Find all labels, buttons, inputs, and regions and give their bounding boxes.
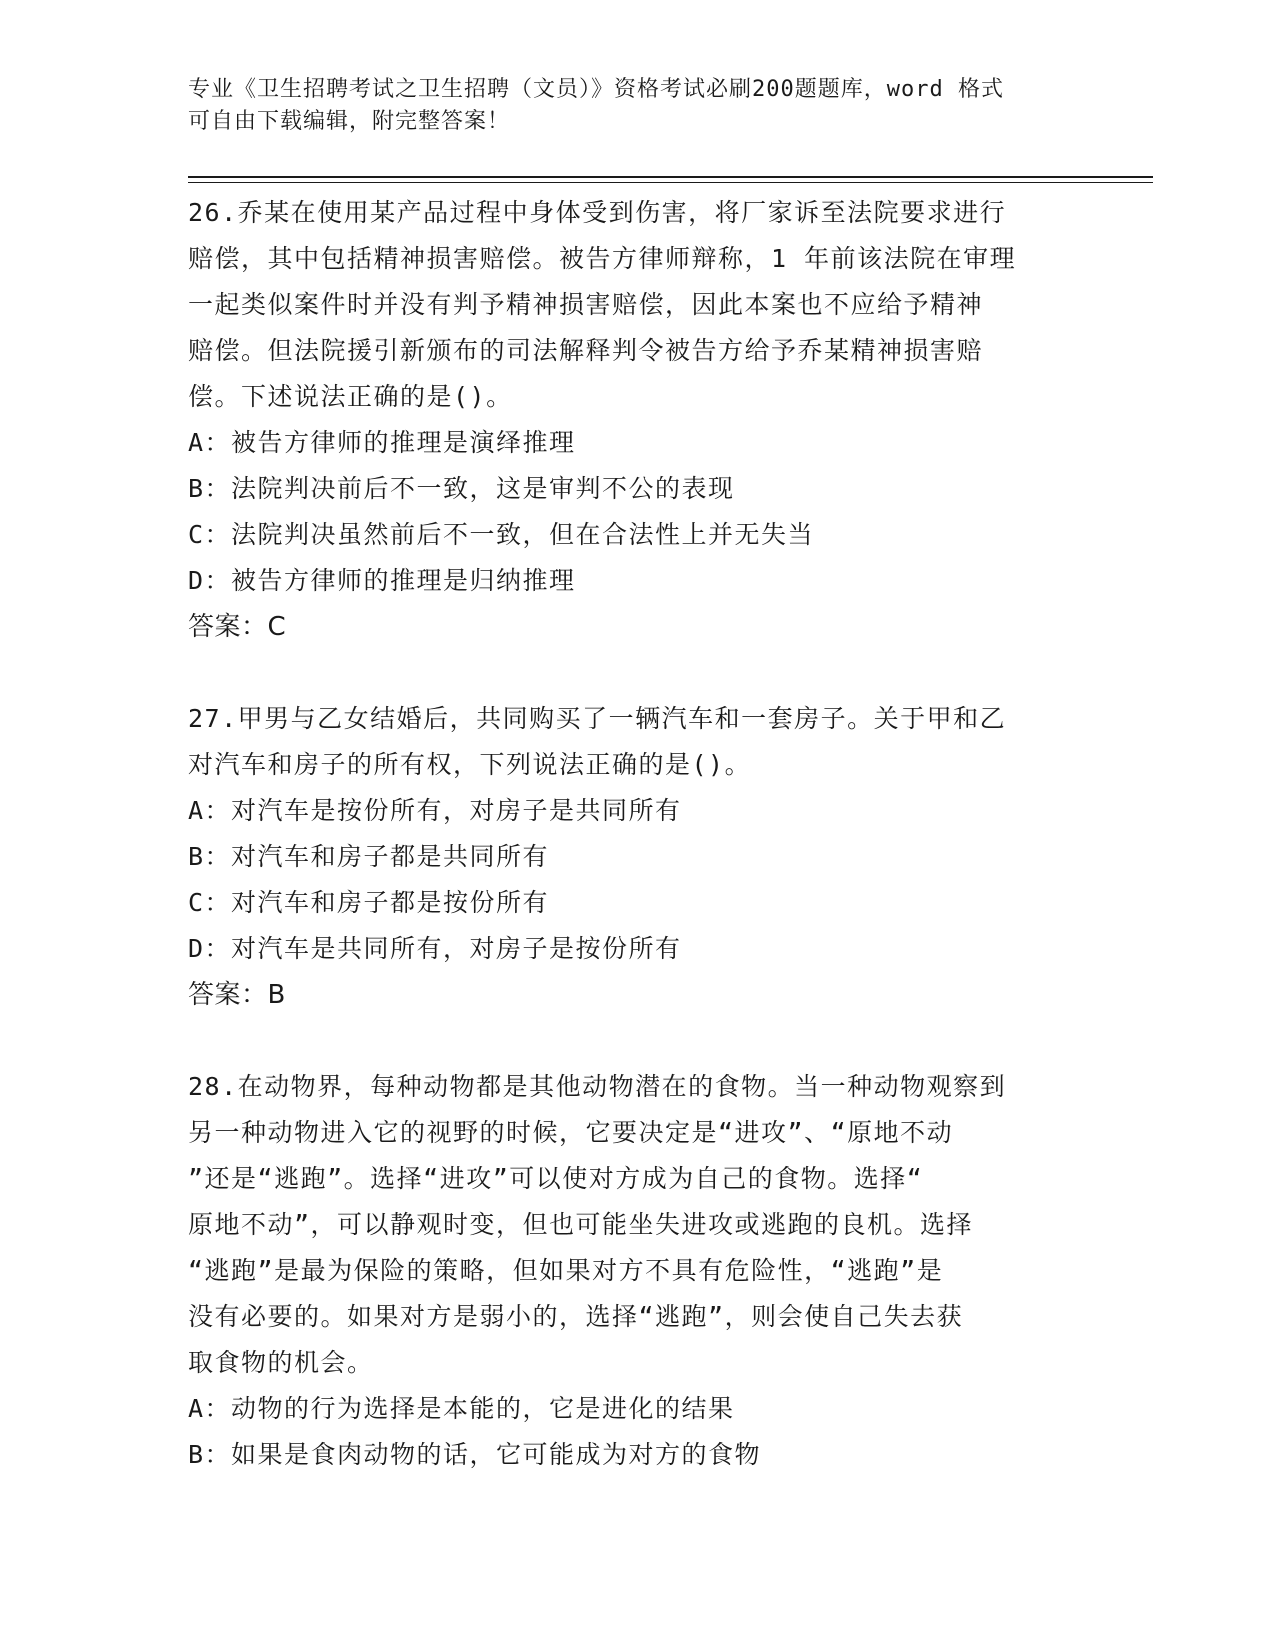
option-c: C：对汽车和房子都是按份所有 [188, 888, 550, 917]
question-stem-line: 赔偿，其中包括精神损害赔偿。被告方律师辩称，1 年前该法院在审理 [188, 244, 1017, 273]
header-divider-thin [188, 182, 1153, 183]
question-stem-line: 原地不动”，可以静观时变，但也可能坐失进攻或逃跑的良机。选择 [188, 1210, 974, 1239]
option-a: A：被告方律师的推理是演绎推理 [188, 428, 576, 457]
question-27 [188, 696, 1088, 1018]
option-d: D：被告方律师的推理是归纳推理 [188, 566, 576, 595]
header-divider-thick [188, 176, 1153, 178]
question-stem-line: 赔偿。但法院援引新颁布的司法解释判令被告方给予乔某精神损害赔 [188, 336, 984, 365]
question-stem-line: 没有必要的。如果对方是弱小的，选择“逃跑”，则会使自己失去获 [188, 1302, 964, 1331]
option-a: A：动物的行为选择是本能的，它是进化的结果 [188, 1394, 735, 1423]
question-stem-line: 一起类似案件时并没有判予精神损害赔偿，因此本案也不应给予精神 [188, 290, 984, 319]
option-b: B：对汽车和房子都是共同所有 [188, 842, 550, 871]
option-b: B：如果是食肉动物的话，它可能成为对方的食物 [188, 1440, 762, 1469]
document-header [188, 74, 1068, 138]
question-stem-line: 取食物的机会。 [188, 1348, 374, 1377]
option-b: B：法院判决前后不一致，这是审判不公的表现 [188, 474, 735, 503]
question-stem-line: 28.在动物界，每种动物都是其他动物潜在的食物。当一种动物观察到 [188, 1072, 1007, 1101]
question-stem-line: 另一种动物进入它的视野的时候，它要决定是“进攻”、“原地不动 [188, 1118, 954, 1147]
question-stem-line: “逃跑”是最为保险的策略，但如果对方不具有危险性，“逃跑”是 [188, 1256, 944, 1285]
question-stem-line: 26.乔某在使用某产品过程中身体受到伤害，将厂家诉至法院要求进行 [188, 198, 1007, 227]
question-stem-line: 对汽车和房子的所有权，下列说法正确的是()。 [188, 750, 752, 779]
option-d: D：对汽车是共同所有，对房子是按份所有 [188, 934, 682, 963]
header-title-line-1: 专业《卫生招聘考试之卫生招聘（文员）》资格考试必刷200题题库，word 格式 [188, 77, 1004, 102]
answer-label: 答案：B [188, 980, 286, 1010]
answer-label: 答案：C [188, 612, 287, 642]
question-stem-line: 27.甲男与乙女结婚后，共同购买了一辆汽车和一套房子。关于甲和乙 [188, 704, 1007, 733]
option-c: C：法院判决虽然前后不一致，但在合法性上并无失当 [188, 520, 815, 549]
question-28 [188, 1064, 1088, 1478]
question-list [188, 190, 1088, 1524]
question-stem-line: ”还是“逃跑”。选择“进攻”可以使对方成为自己的食物。选择“ [188, 1164, 924, 1193]
question-stem-line: 偿。下述说法正确的是()。 [188, 382, 513, 411]
header-title-line-2: 可自由下载编辑，附完整答案！ [188, 109, 511, 134]
question-26 [188, 190, 1088, 650]
option-a: A：对汽车是按份所有，对房子是共同所有 [188, 796, 682, 825]
